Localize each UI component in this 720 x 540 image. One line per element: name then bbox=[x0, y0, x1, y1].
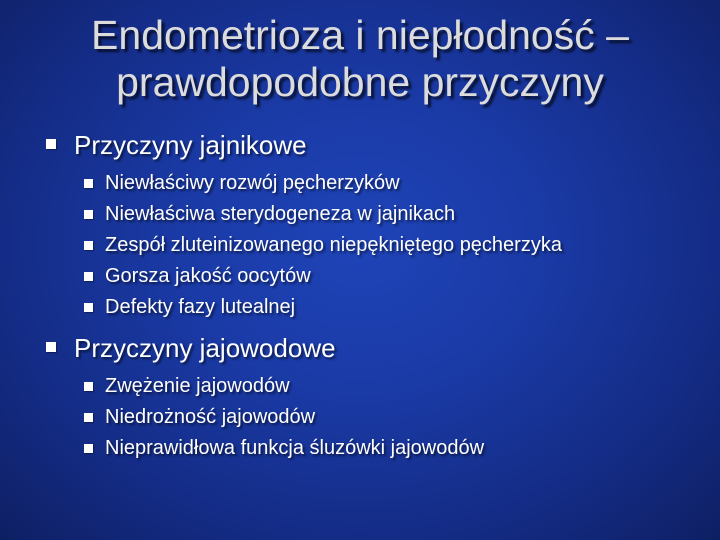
square-bullet-icon bbox=[46, 342, 56, 352]
section-heading-ovarian bbox=[44, 128, 704, 162]
list-item bbox=[44, 402, 704, 433]
section-heading-tubal bbox=[44, 331, 704, 365]
slide-title bbox=[0, 12, 720, 106]
square-bullet-icon bbox=[84, 444, 93, 453]
list-item-label: Gorsza jakość oocytów bbox=[105, 265, 311, 287]
list-item bbox=[44, 371, 704, 402]
section-heading-label: Przyczyny jajowodowe bbox=[74, 333, 336, 363]
list-item-label: Nieprawidłowa funkcja śluzówki jajowodów bbox=[105, 437, 485, 459]
square-bullet-icon bbox=[84, 179, 93, 188]
list-item-label: Niedrożność jajowodów bbox=[105, 406, 316, 428]
slide-title-line-1: Endometrioza i niepłodność – bbox=[91, 12, 629, 58]
list-item bbox=[44, 433, 704, 464]
list-item-label: Defekty fazy lutealnej bbox=[105, 296, 296, 318]
square-bullet-icon bbox=[84, 382, 93, 391]
list-item-label: Zwężenie jajowodów bbox=[105, 375, 290, 397]
list-item-label: Niewłaściwy rozwój pęcherzyków bbox=[105, 172, 400, 194]
list-item bbox=[44, 230, 704, 261]
section-heading-label: Przyczyny jajnikowe bbox=[74, 130, 307, 160]
slide-title-line-2: prawdopodobne przyczyny bbox=[116, 59, 604, 105]
list-item bbox=[44, 168, 704, 199]
list-item bbox=[44, 199, 704, 230]
sub-list-ovarian bbox=[44, 168, 704, 323]
square-bullet-icon bbox=[84, 241, 93, 250]
square-bullet-icon bbox=[46, 139, 56, 149]
square-bullet-icon bbox=[84, 272, 93, 281]
square-bullet-icon bbox=[84, 303, 93, 312]
list-item-label: Zespół zluteinizowanego niepękniętego pęcherzyka bbox=[105, 234, 562, 256]
list-item-label: Niewłaściwa sterydogeneza w jajnikach bbox=[105, 203, 456, 225]
list-item bbox=[44, 292, 704, 323]
list-item bbox=[44, 261, 704, 292]
square-bullet-icon bbox=[84, 210, 93, 219]
bullet-list bbox=[44, 128, 704, 472]
sub-list-tubal bbox=[44, 371, 704, 464]
square-bullet-icon bbox=[84, 413, 93, 422]
